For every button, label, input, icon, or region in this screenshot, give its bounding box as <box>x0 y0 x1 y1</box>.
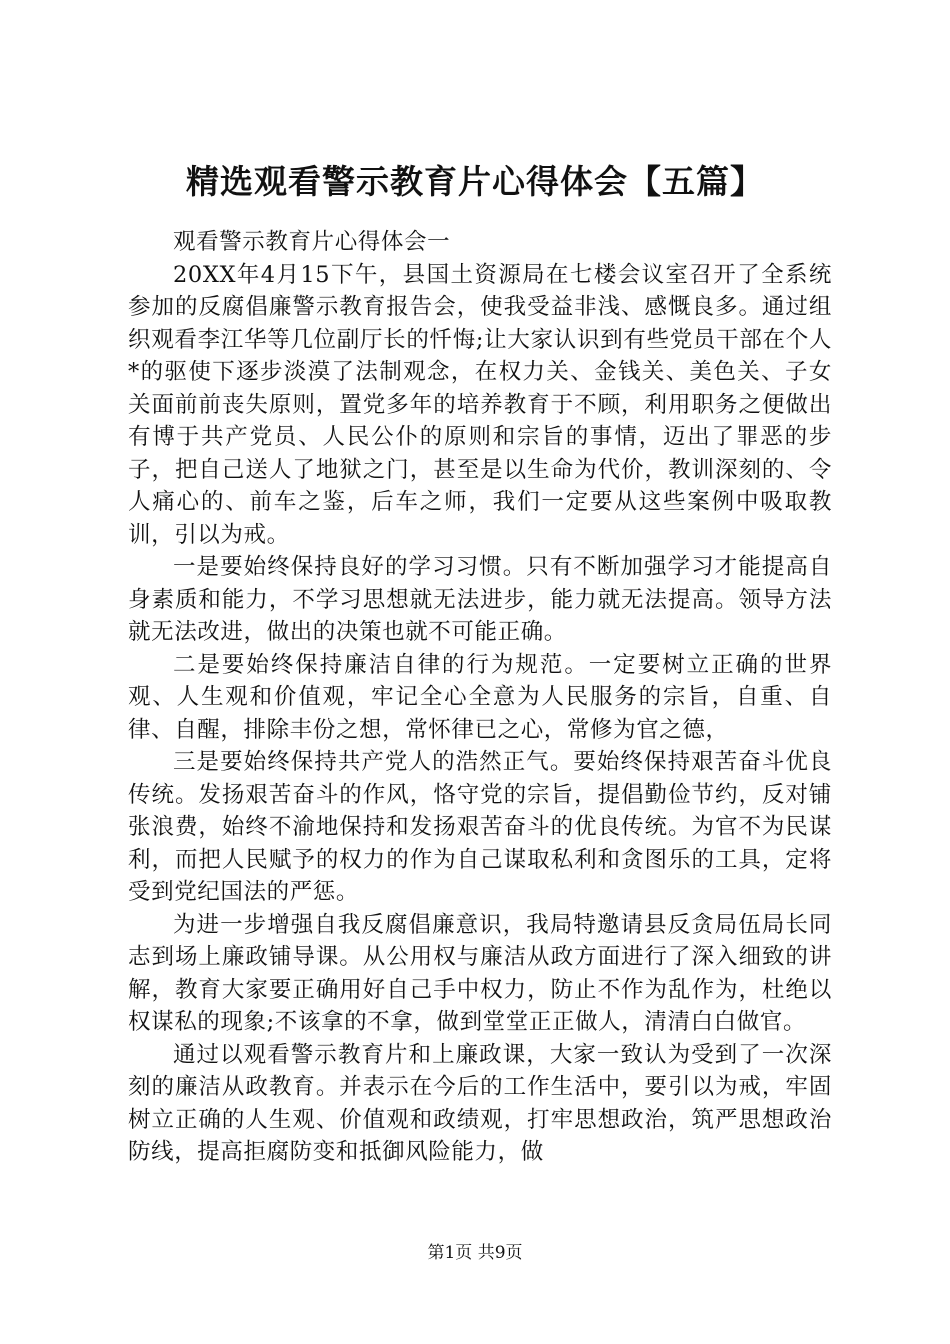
section-heading: 观看警示教育片心得体会一 <box>173 229 451 255</box>
document-title: 精选观看警示教育片心得体会【五篇】 <box>186 162 764 201</box>
body-paragraph: 二是要始终保持廉洁自律的行为规范。一定要树立正确的世界观、人生观和价值观，牢记全心全意为人民服务的宗旨，自重、自律、自醒，排除丰份之想，常怀律已之心，常修为官之德， <box>128 651 832 743</box>
body-paragraph: 通过以观看警示教育片和上廉政课，大家一致认为受到了一次深刻的廉洁从政教育。并表示在今后的工作生活中，要引以为戒，牢固树立正确的人生观、价值观和政绩观，打牢思想政治，筑严思想政治防线，提高拒腐防变和抵御风险能力，做 <box>128 1041 832 1165</box>
document-body <box>128 226 832 1169</box>
body-paragraph: 三是要始终保持共产党人的浩然正气。要始终保持艰苦奋斗优良传统。发扬艰苦奋斗的作风，恪守党的宗旨，提倡勤俭节约，反对铺张浪费，始终不渝地保持和发扬艰苦奋斗的优良传统。为官不为民谋利，而把人民赋予的权力的作为自己谋取私利和贪图乐的工具，定将受到党纪国法的严惩。 <box>128 749 832 905</box>
body-paragraph: 20XX年4月15下午，县国土资源局在七楼会议室召开了全系统参加的反腐倡廉警示教育报告会，使我受益非浅、感慨良多。通过组织观看李江华等几位副厅长的忏悔;让大家认识到有些党员干部在个人*的驱使下逐步淡漠了法制观念，在权力关、金钱关、美色关、子女关面前前丧失原则，置党多年的培养教育于不顾，利用职务之便做出有博于共产党员、人民公仆的原则和宗旨的事情，迈出了罪恶的步子，把自己送人了地狱之门，甚至是以生命为代价，教训深刻的、令人痛心的、前车之鉴，后车之师，我们一定要从这些案例中吸取教训，引以为戒。 <box>128 261 832 548</box>
body-paragraph: 一是要始终保持良好的学习习惯。只有不断加强学习才能提高自身素质和能力，不学习思想就无法进步，能力就无法提高。领导方法就无法改进，做出的决策也就不可能正确。 <box>128 554 832 645</box>
page-number-footer: 第1页 共9页 <box>427 1243 523 1263</box>
body-paragraph: 为进一步增强自我反腐倡廉意识，我局特邀请县反贪局伍局长同志到场上廉政铺导课。从公用权与廉洁从政方面进行了深入细致的讲解，教育大家要正确用好自己手中权力，防止不作为乱作为，杜绝以权谋私的现象;不该拿的不拿，做到堂堂正正做人，清清白白做官。 <box>128 911 832 1035</box>
